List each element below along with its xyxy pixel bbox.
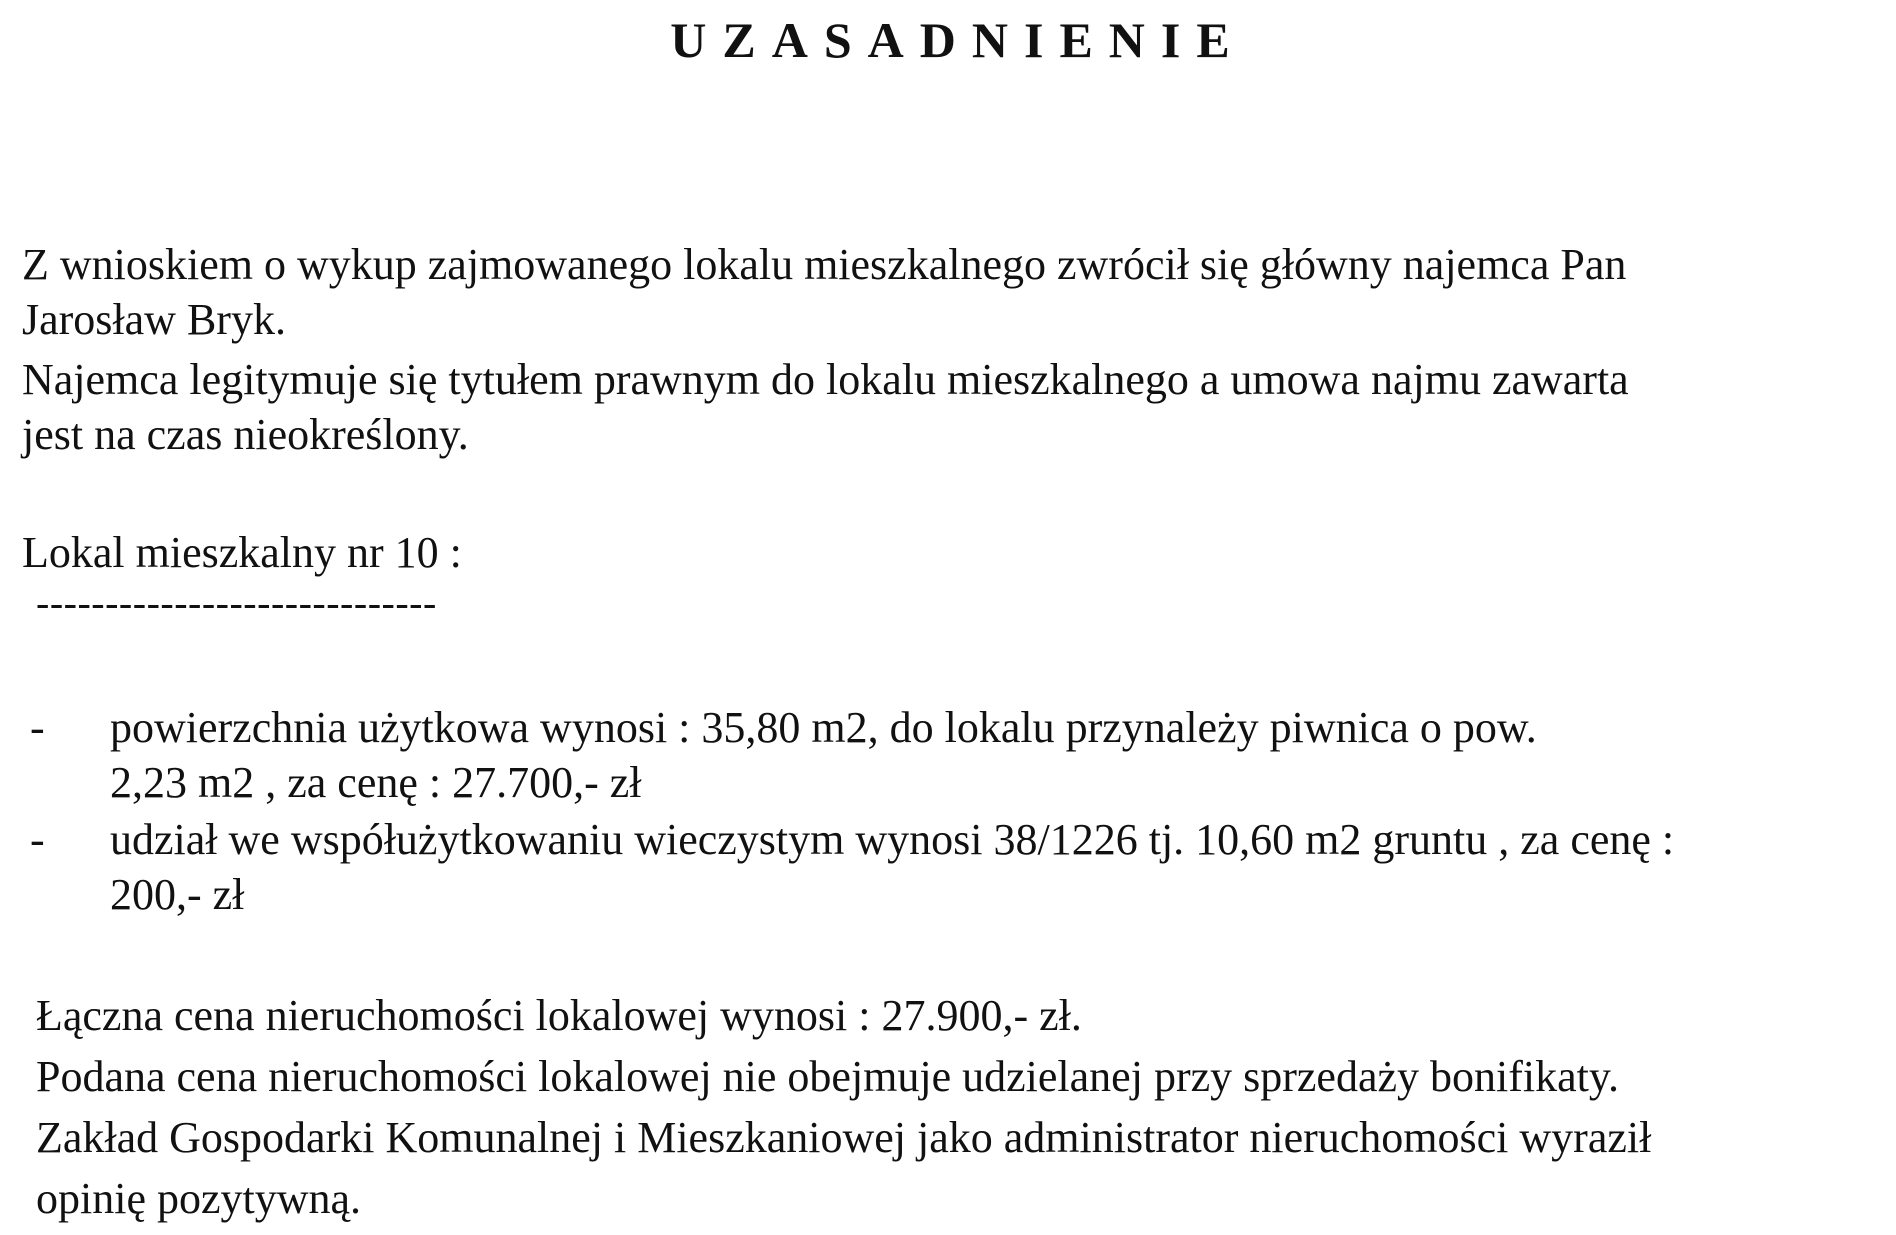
administrator-opinion-line-1: Zakład Gospodarki Komunalnej i Mieszkaniowej jako administrator nieruchomości wyraził [36,1113,1652,1162]
document-title: UZASADNIENIE [670,12,1246,68]
legal-title-line-1: Najemca legitymuje się tytułem prawnym do lokalu mieszkalnego a umowa najmu zawarta [22,355,1629,404]
heading-underline-dashes: ----------------------------- [36,580,437,625]
list-bullet: - [30,703,45,752]
area-line-2: 2,23 m2 , za cenę : 27.700,- zł [110,758,642,807]
total-price-line: Łączna cena nieruchomości lokalowej wynosi : 27.900,- zł. [36,991,1082,1040]
legal-title-paragraph [22,352,1882,462]
list-item-body [110,812,1674,922]
list-item-body [110,700,1537,810]
summary-paragraph [36,985,1886,1229]
request-line-2: Jarosław Bryk. [22,295,286,344]
unit-heading: Lokal mieszkalny nr 10 : [22,528,462,577]
request-line-1: Z wnioskiem o wykup zajmowanego lokalu mieszkalnego zwrócił się główny najemca Pan [22,240,1627,289]
land-share-line-2: 200,- zł [110,870,245,919]
request-paragraph [22,237,1882,347]
administrator-opinion-line-2: opinię pozytywną. [36,1174,362,1223]
discount-note-line: Podana cena nieruchomości lokalowej nie obejmuje udzielanej przy sprzedaży bonifikaty. [36,1052,1620,1101]
list-bullet: - [30,815,45,864]
land-share-line-1: udział we współużytkowaniu wieczystym wynosi 38/1226 tj. 10,60 m2 gruntu , za cenę : [110,815,1675,864]
area-line-1: powierzchnia użytkowa wynosi : 35,80 m2, do lokalu przynależy piwnica o pow. [110,703,1537,752]
legal-title-line-2: jest na czas nieokreślony. [22,410,469,459]
